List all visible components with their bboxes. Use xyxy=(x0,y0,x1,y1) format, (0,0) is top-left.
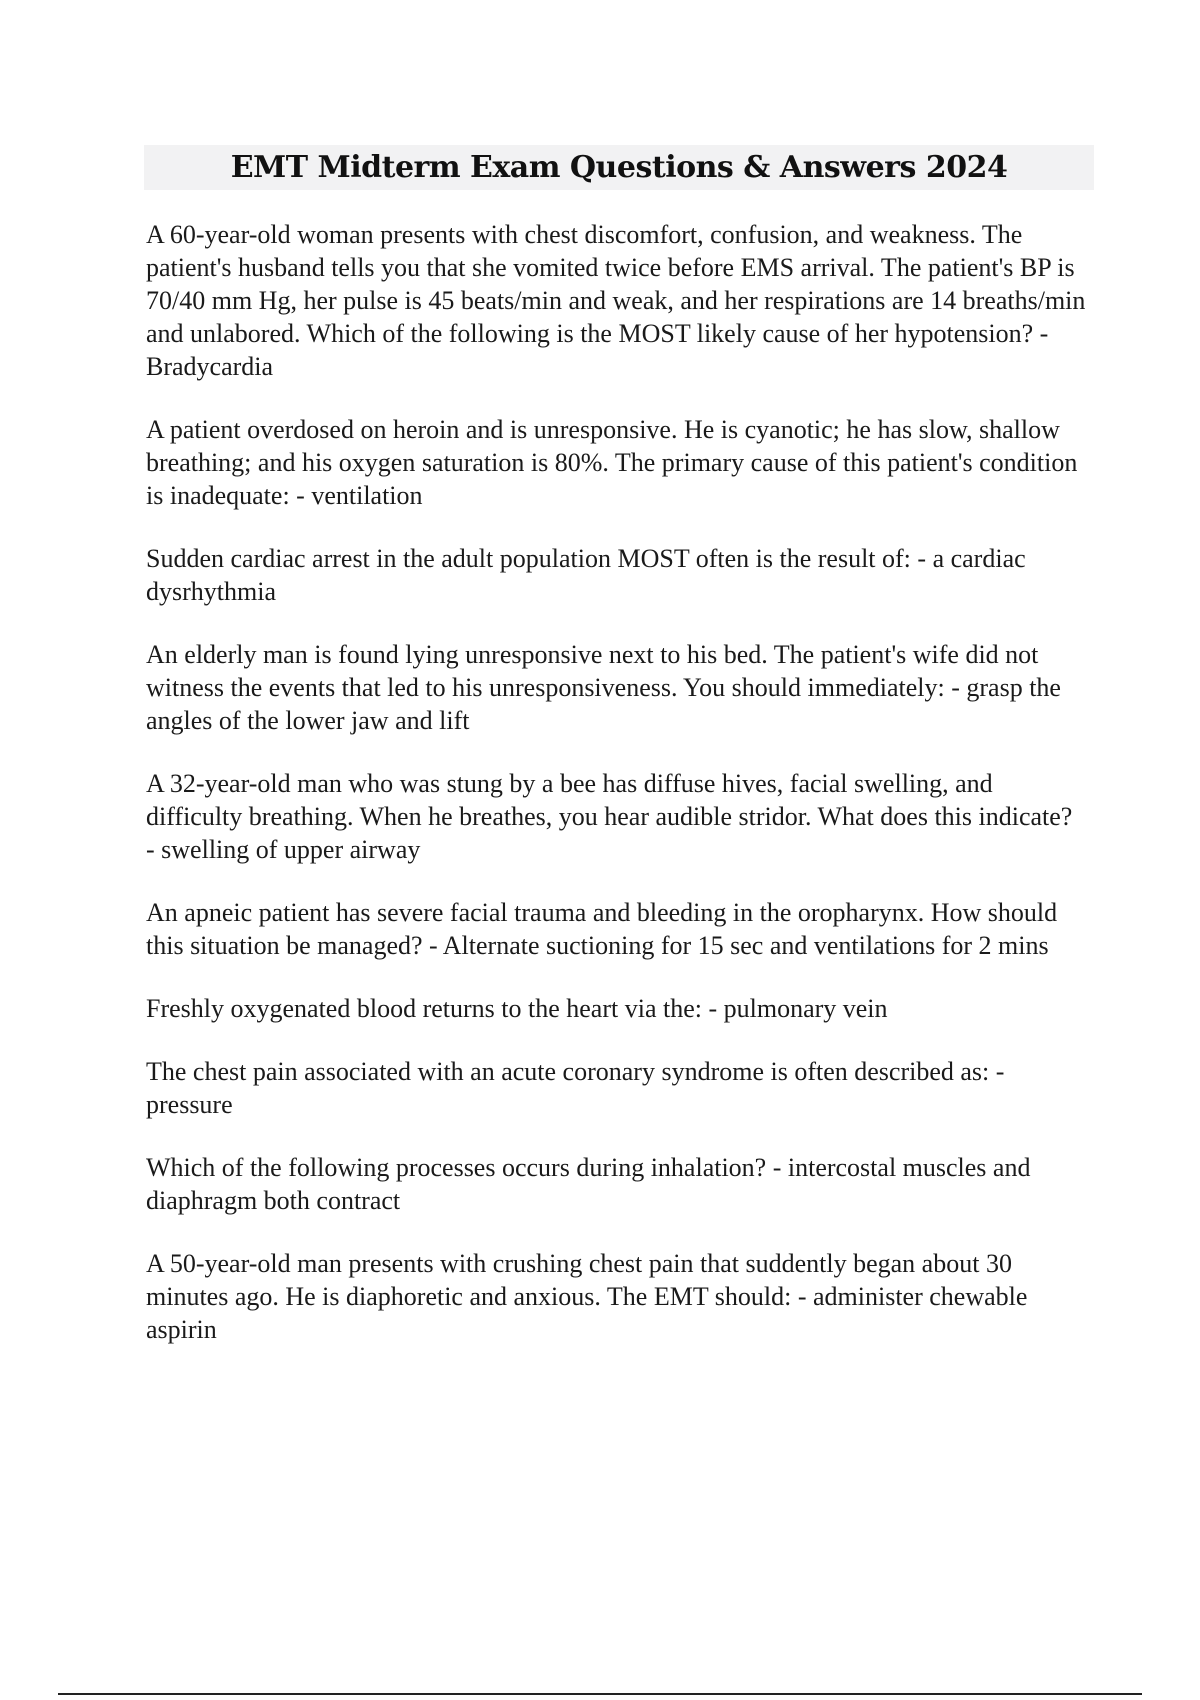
title-banner xyxy=(144,145,1094,190)
qa-item: A 32-year-old man who was stung by a bee has diffuse hives, facial swelling, and difficulty breathing. When he breathes, you hear audible stridor. What does this indicate? - swelling of upper airway xyxy=(146,769,1073,864)
qa-item: An apneic patient has severe facial trauma and bleeding in the oropharynx. How should this situation be managed? - Alternate suctioning for 15 sec and ventilations for 2 mins xyxy=(146,898,1058,960)
question-answer-list xyxy=(146,218,1086,1346)
qa-item: An elderly man is found lying unresponsive next to his bed. The patient's wife did not witness the events that led to his unresponsiveness. You should immediately: - grasp the angles of the lower jaw and lift xyxy=(146,640,1061,735)
qa-item: A 50-year-old man presents with crushing chest pain that suddently began about 30 minutes ago. He is diaphoretic and anxious. The EMT should: - administer chewable aspirin xyxy=(146,1249,1028,1344)
qa-item: A 60-year-old woman presents with chest discomfort, confusion, and weakness. The patient's husband tells you that she vomited twice before EMS arrival. The patient's BP is 70/40 mm Hg, her pulse is 45 beats/min and weak, and her respirations are 14 breaths/min and unlabored. Which of the following is the MOST likely cause of her hypotension? - Bradycardia xyxy=(146,220,1086,381)
page-title: EMT Midterm Exam Questions & Answers 2024 xyxy=(230,150,1008,185)
qa-item: The chest pain associated with an acute coronary syndrome is often described as: - pressure xyxy=(146,1057,1005,1119)
qa-item: A patient overdosed on heroin and is unresponsive. He is cyanotic; he has slow, shallow breathing; and his oxygen saturation is 80%. The primary cause of this patient's condition is inadequate: - ventilation xyxy=(146,415,1078,510)
qa-item: Sudden cardiac arrest in the adult population MOST often is the result of: - a cardiac dysrhythmia xyxy=(146,544,1026,606)
footer-divider xyxy=(58,1693,1142,1695)
qa-item: Freshly oxygenated blood returns to the heart via the: - pulmonary vein xyxy=(146,994,888,1023)
qa-item: Which of the following processes occurs during inhalation? - intercostal muscles and diaphragm both contract xyxy=(146,1153,1031,1215)
